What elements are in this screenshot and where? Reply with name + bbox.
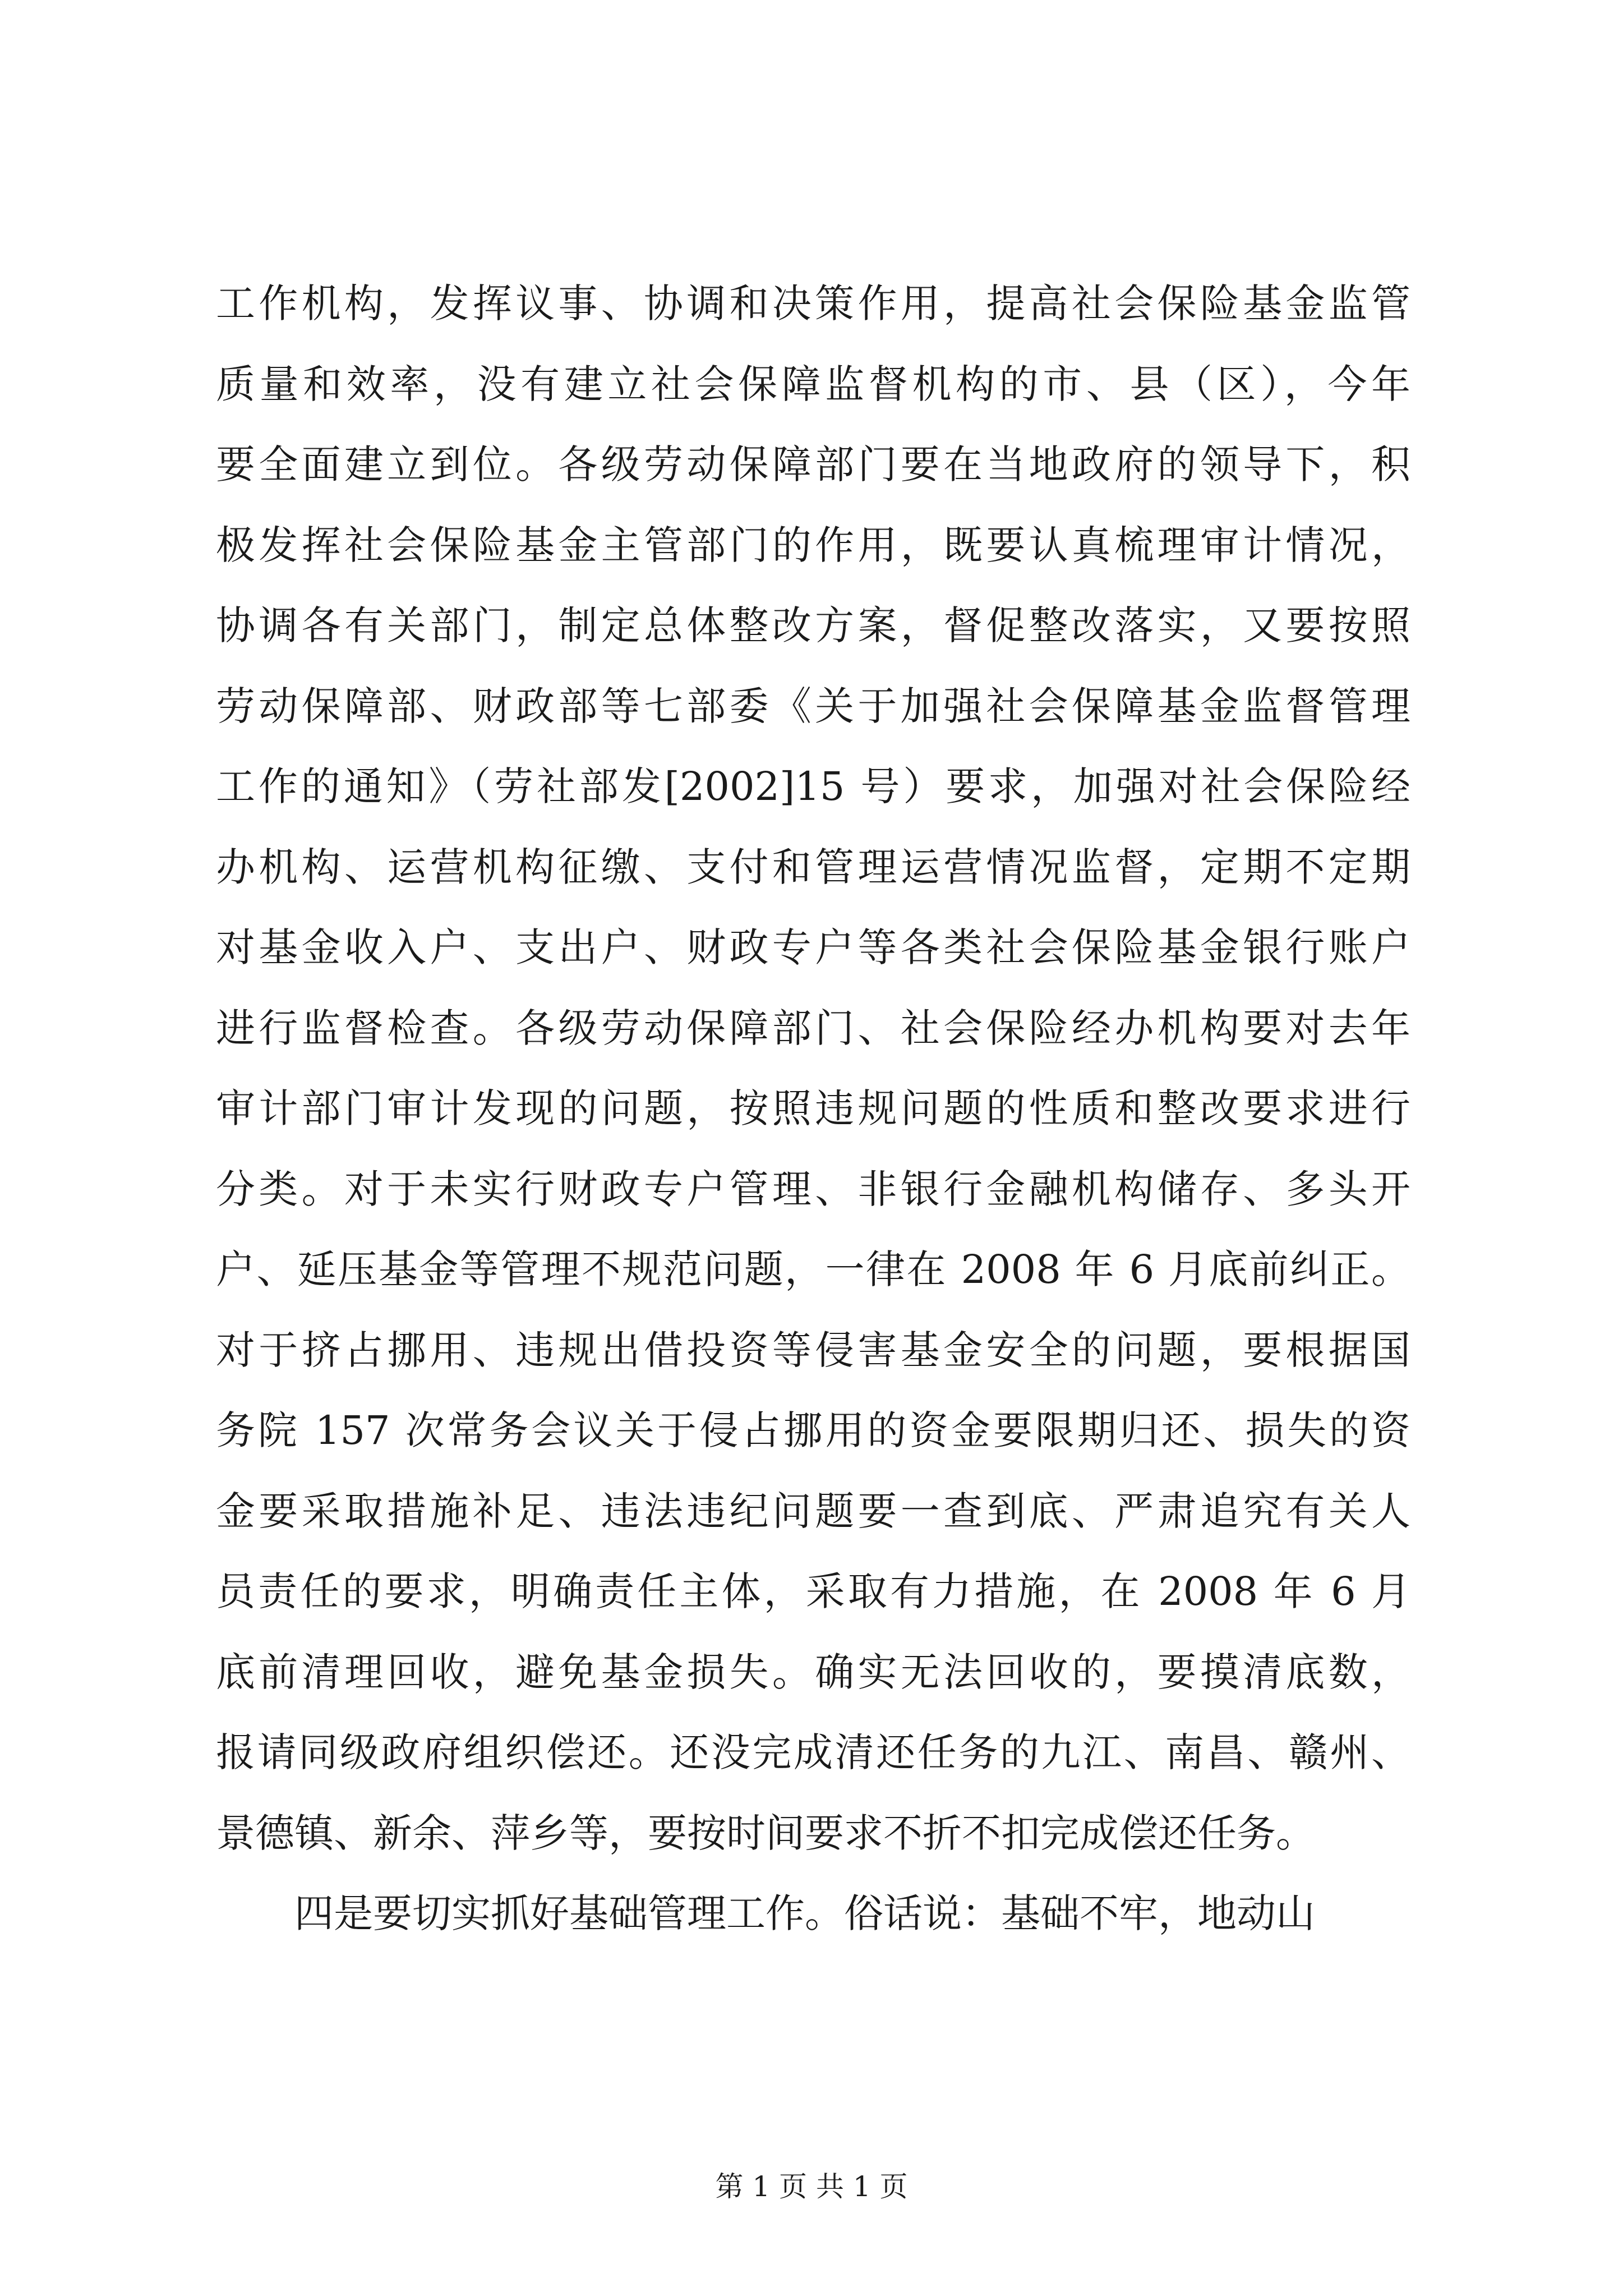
text-line: 景德镇、新余、萍乡等，要按时间要求不折不扣完成偿还任务。 bbox=[216, 1810, 1315, 1856]
paragraph-start-line: 四是要切实抓好基础管理工作。俗话说：基础不牢，地动山 bbox=[294, 1890, 1315, 1936]
text-line: 极发挥社会保险基金主管部门的作用，既要认真梳理审计情况， bbox=[216, 522, 1410, 568]
text-line: 分类。对于未实行财政专户管理、非银行金融机构储存、多头开 bbox=[216, 1166, 1410, 1212]
text-line: 对于挤占挪用、违规出借投资等侵害基金安全的问题，要根据国 bbox=[216, 1327, 1410, 1373]
document-body bbox=[216, 264, 1410, 1954]
text-line: 底前清理回收，避免基金损失。确实无法回收的，要摸清底数， bbox=[216, 1649, 1410, 1695]
text-line: 户、延压基金等管理不规范问题，一律在 2008 年 6 月底前纠正。 bbox=[216, 1246, 1410, 1292]
text-line: 工作的通知》（劳社部发[2002]15 号）要求，加强对社会保险经 bbox=[216, 763, 1410, 809]
text-line: 办机构、运营机构征缴、支付和管理运营情况监督，定期不定期 bbox=[216, 844, 1410, 890]
text-line: 报请同级政府组织偿还。还没完成清还任务的九江、南昌、赣州、 bbox=[216, 1729, 1410, 1775]
text-line: 员责任的要求，明确责任主体，采取有力措施，在 2008 年 6 月 bbox=[216, 1568, 1410, 1614]
text-line: 进行监督检查。各级劳动保障部门、社会保险经办机构要对去年 bbox=[216, 1005, 1410, 1051]
text-line: 劳动保障部、财政部等七部委《关于加强社会保障基金监督管理 bbox=[216, 683, 1410, 729]
text-line: 审计部门审计发现的问题，按照违规问题的性质和整改要求进行 bbox=[216, 1085, 1410, 1131]
text-line: 工作机构，发挥议事、协调和决策作用，提高社会保险基金监管 bbox=[216, 280, 1410, 326]
text-line: 质量和效率，没有建立社会保障监督机构的市、县（区），今年 bbox=[216, 361, 1410, 407]
text-line: 金要采取措施补足、违法违纪问题要一查到底、严肃追究有关人 bbox=[216, 1488, 1410, 1534]
text-line: 务院 157 次常务会议关于侵占挪用的资金要限期归还、损失的资 bbox=[216, 1407, 1410, 1453]
text-line: 协调各有关部门，制定总体整改方案，督促整改落实，又要按照 bbox=[216, 602, 1410, 648]
text-line: 对基金收入户、支出户、财政专户等各类社会保险基金银行账户 bbox=[216, 924, 1410, 970]
text-line: 要全面建立到位。各级劳动保障部门要在当地政府的领导下，积 bbox=[216, 441, 1410, 487]
page-number-footer: 第 1 页 共 1 页 bbox=[715, 2170, 908, 2203]
